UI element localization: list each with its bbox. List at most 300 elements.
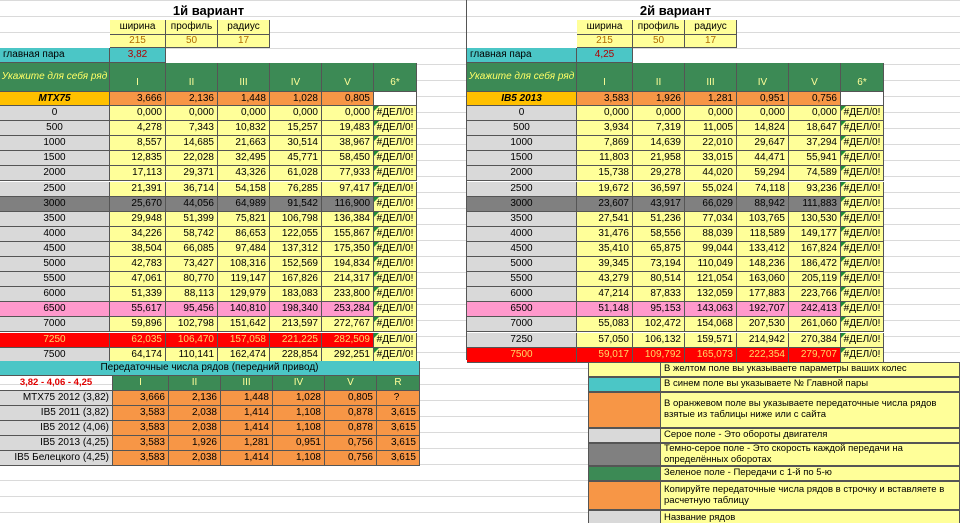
error-marker-icon — [841, 136, 846, 141]
variant1-title: 1й вариант — [172, 2, 245, 18]
ratios-value[interactable]: 3,583 — [113, 451, 169, 466]
variant1-error-cell: #ДЕЛ/0! — [374, 212, 417, 227]
variant1-speed-cell: 45,771 — [270, 151, 322, 166]
ratios-value[interactable]: 2,038 — [169, 421, 221, 436]
legend-item — [588, 481, 960, 510]
variant1-rpm-cell: 7250 — [0, 333, 110, 348]
variant2-error-cell: #ДЕЛ/0! — [841, 257, 884, 272]
variant2-speed-cell: 132,059 — [685, 287, 737, 302]
variant2-speed-cell: 14,639 — [633, 136, 685, 151]
variant1-speed-cell: 75,821 — [218, 212, 270, 227]
variant1-speed-cell: 167,826 — [270, 272, 322, 287]
variant1-speed-cell: 8,557 — [110, 136, 166, 151]
ratios-value[interactable]: 0,951 — [273, 436, 325, 451]
variant2-speed-cell: 148,236 — [737, 257, 789, 272]
ratios-pairs-label: 3,82 - 4,06 - 4,25 — [0, 376, 113, 391]
variant2-speed-cell: 159,571 — [685, 333, 737, 348]
variant1-speed-cell: 15,257 — [270, 121, 322, 136]
variant1-speed-cell: 194,834 — [322, 257, 374, 272]
variant1-speed-cell: 25,670 — [110, 197, 166, 212]
ratios-value[interactable]: 0,756 — [325, 436, 377, 451]
legend-swatch — [589, 511, 661, 523]
variant2-speed-cell: 65,875 — [633, 242, 685, 257]
legend-swatch — [589, 482, 661, 509]
variant2-rpm-cell: 1000 — [467, 136, 577, 151]
block-divider — [466, 0, 467, 360]
variant2-rpm-cell: 1500 — [467, 151, 577, 166]
variant1-speed-cell: 95,456 — [166, 302, 218, 317]
variant2-speed-cell: 103,765 — [737, 212, 789, 227]
variant1-speed-cell: 116,900 — [322, 197, 374, 212]
ratios-value[interactable]: 3,583 — [113, 436, 169, 451]
variant2-speed-cell: 15,738 — [577, 166, 633, 181]
variant2-speed-cell: 11,803 — [577, 151, 633, 166]
ratios-row-name: MTX75 2012 (3,82) — [0, 391, 113, 406]
variant2-speed-cell: 43,279 — [577, 272, 633, 287]
variant1-speed-cell: 122,055 — [270, 227, 322, 242]
variant1-speed-cell: 64,989 — [218, 197, 270, 212]
variant1-error-cell: #ДЕЛ/0! — [374, 166, 417, 181]
error-marker-icon — [841, 302, 846, 307]
ratios-value[interactable]: 3,615 — [377, 436, 420, 451]
variant2-speed-cell: 73,194 — [633, 257, 685, 272]
variant1-speed-cell: 38,967 — [322, 136, 374, 151]
legend-text: Темно-серое поле - Это скорость каждой передачи на определённых оборотах — [661, 444, 959, 465]
variant2-param-input[interactable]: 50 — [633, 35, 685, 48]
variant2-speed-cell: 19,672 — [577, 182, 633, 197]
variant1-gear-header: IV — [270, 63, 322, 92]
variant1-speed-cell: 0,000 — [218, 106, 270, 121]
variant1-speed-cell: 58,450 — [322, 151, 374, 166]
variant1-speed-cell: 97,417 — [322, 182, 374, 197]
ratios-value[interactable]: 1,281 — [221, 436, 273, 451]
error-marker-icon — [841, 257, 846, 262]
variant2-speed-cell: 33,015 — [685, 151, 737, 166]
variant1-rpm-cell: 5500 — [0, 272, 110, 287]
variant2-speed-cell: 77,034 — [685, 212, 737, 227]
variant1-speed-cell: 66,085 — [166, 242, 218, 257]
variant1-param-input[interactable]: 215 — [110, 35, 166, 48]
variant1-error-cell: #ДЕЛ/0! — [374, 272, 417, 287]
variant2-speed-cell: 93,236 — [789, 182, 841, 197]
variant1-box-ratio-input[interactable]: 1,448 — [218, 92, 270, 106]
error-marker-icon — [841, 212, 846, 217]
variant2-error-cell: #ДЕЛ/0! — [841, 242, 884, 257]
variant2-speed-cell: 279,707 — [789, 348, 841, 363]
variant1-speed-cell: 282,509 — [322, 333, 374, 348]
error-marker-icon — [374, 317, 379, 322]
variant2-error-cell: #ДЕЛ/0! — [841, 166, 884, 181]
variant2-speed-cell: 51,148 — [577, 302, 633, 317]
variant1-param-label: ширина — [110, 20, 166, 35]
variant2-speed-cell: 27,541 — [577, 212, 633, 227]
variant2-speed-cell: 44,020 — [685, 166, 737, 181]
variant2-box-ratio-input[interactable] — [841, 92, 884, 106]
ratios-value[interactable]: 0,805 — [325, 391, 377, 406]
variant1-speed-cell: 12,835 — [110, 151, 166, 166]
variant2-gear-header: IV — [737, 63, 789, 92]
variant2-rpm-cell: 7500 — [467, 348, 577, 363]
ratios-value[interactable]: 3,583 — [113, 421, 169, 436]
variant2-error-cell: #ДЕЛ/0! — [841, 302, 884, 317]
variant1-error-cell: #ДЕЛ/0! — [374, 348, 417, 363]
variant2-speed-cell: 88,942 — [737, 197, 789, 212]
variant2-speed-cell: 130,530 — [789, 212, 841, 227]
variant2-speed-cell: 35,410 — [577, 242, 633, 257]
variant1-error-cell: #ДЕЛ/0! — [374, 121, 417, 136]
error-marker-icon — [841, 166, 846, 171]
variant2-speed-cell: 167,824 — [789, 242, 841, 257]
variant1-rpm-cell: 500 — [0, 121, 110, 136]
variant2-speed-cell: 59,294 — [737, 166, 789, 181]
variant2-error-cell: #ДЕЛ/0! — [841, 151, 884, 166]
legend-text: Название рядов — [661, 511, 959, 523]
ratios-value[interactable]: 0,756 — [325, 451, 377, 466]
legend-item — [588, 466, 960, 481]
variant2-title: 2й вариант — [639, 2, 712, 18]
variant1-speed-cell: 59,896 — [110, 317, 166, 332]
ratios-row-name: IB5 2013 (4,25) — [0, 436, 113, 451]
ratios-header: I — [113, 376, 169, 391]
variant2-speed-cell: 74,118 — [737, 182, 789, 197]
variant2-speed-cell: 7,869 — [577, 136, 633, 151]
legend-swatch — [589, 378, 661, 391]
variant2-param-label: ширина — [577, 20, 633, 35]
variant1-box-ratio-input[interactable] — [374, 92, 417, 106]
variant2-rpm-cell: 0 — [467, 106, 577, 121]
variant1-speed-cell: 152,569 — [270, 257, 322, 272]
legend-text: В желтом поле вы указываете параметры ваших колес — [661, 363, 959, 376]
error-marker-icon — [841, 333, 846, 338]
error-marker-icon — [841, 121, 846, 126]
variant2-error-cell: #ДЕЛ/0! — [841, 333, 884, 348]
variant1-speed-cell: 137,312 — [270, 242, 322, 257]
variant1-gear-header: III — [218, 63, 270, 92]
legend-swatch — [589, 429, 661, 442]
variant1-speed-cell: 292,251 — [322, 348, 374, 363]
variant1-speed-cell: 253,284 — [322, 302, 374, 317]
ratios-row-name: IB5 2012 (4,06) — [0, 421, 113, 436]
variant2-speed-cell: 39,345 — [577, 257, 633, 272]
variant1-error-cell: #ДЕЛ/0! — [374, 136, 417, 151]
legend-text: В оранжевом поле вы указываете передаточные числа рядов взятые из таблицы ниже или с сайта — [661, 393, 959, 427]
variant1-speed-cell: 55,617 — [110, 302, 166, 317]
variant2-speed-cell: 163,060 — [737, 272, 789, 287]
legend-swatch — [589, 363, 661, 376]
error-marker-icon — [841, 182, 846, 187]
error-marker-icon — [841, 287, 846, 292]
variant2-speed-cell: 109,792 — [633, 348, 685, 363]
variant2-speed-cell: 55,024 — [685, 182, 737, 197]
variant1-speed-cell: 29,371 — [166, 166, 218, 181]
variant1-speed-cell: 233,800 — [322, 287, 374, 302]
variant1-speed-cell: 97,484 — [218, 242, 270, 257]
variant2-speed-cell: 74,589 — [789, 166, 841, 181]
variant1-speed-cell: 38,504 — [110, 242, 166, 257]
variant1-box-ratio-input[interactable]: 1,028 — [270, 92, 322, 106]
variant2-speed-cell: 261,060 — [789, 317, 841, 332]
variant1-speed-cell: 21,663 — [218, 136, 270, 151]
variant1-speed-cell: 129,979 — [218, 287, 270, 302]
variant1-speed-cell: 106,470 — [166, 333, 218, 348]
variant2-speed-cell: 7,319 — [633, 121, 685, 136]
variant2-speed-cell: 214,942 — [737, 333, 789, 348]
variant1-speed-cell: 80,770 — [166, 272, 218, 287]
error-marker-icon — [841, 242, 846, 247]
variant1-rpm-cell: 1500 — [0, 151, 110, 166]
ratios-value[interactable]: 1,414 — [221, 451, 273, 466]
variant2-speed-cell: 55,941 — [789, 151, 841, 166]
legend-item — [588, 510, 960, 523]
ratios-value[interactable]: 2,038 — [169, 406, 221, 421]
error-marker-icon — [374, 106, 379, 111]
variant1-rpm-cell: 3000 — [0, 197, 110, 212]
variant1-speed-cell: 14,685 — [166, 136, 218, 151]
variant2-param-input[interactable]: 215 — [577, 35, 633, 48]
variant2-rpm-cell: 7250 — [467, 333, 577, 348]
ratios-value[interactable]: 2,038 — [169, 451, 221, 466]
variant1-speed-cell: 22,028 — [166, 151, 218, 166]
variant2-box-ratio-input[interactable]: 0,756 — [789, 92, 841, 106]
variant2-error-cell: #ДЕЛ/0! — [841, 136, 884, 151]
variant1-speed-cell: 91,542 — [270, 197, 322, 212]
ratios-value[interactable]: 0,878 — [325, 406, 377, 421]
variant1-speed-cell: 108,316 — [218, 257, 270, 272]
variant1-speed-cell: 119,147 — [218, 272, 270, 287]
error-marker-icon — [841, 106, 846, 111]
ratios-value[interactable]: 1,448 — [221, 391, 273, 406]
variant1-speed-cell: 0,000 — [270, 106, 322, 121]
variant2-error-cell: #ДЕЛ/0! — [841, 317, 884, 332]
variant2-speed-cell: 118,589 — [737, 227, 789, 242]
variant1-gear-header: 6* — [374, 63, 417, 92]
variant2-speed-cell: 18,647 — [789, 121, 841, 136]
variant2-gear-header: III — [685, 63, 737, 92]
variant2-speed-cell: 51,236 — [633, 212, 685, 227]
ratios-value[interactable]: 1,108 — [273, 421, 325, 436]
variant2-error-cell: #ДЕЛ/0! — [841, 348, 884, 363]
variant1-gear-header-label: Укажите для себя ряд — [0, 63, 110, 92]
variant1-speed-cell: 61,028 — [270, 166, 322, 181]
ratios-header: R — [377, 376, 420, 391]
variant1-rpm-cell: 1000 — [0, 136, 110, 151]
legend-swatch — [589, 467, 661, 480]
ratios-value[interactable]: 3,615 — [377, 406, 420, 421]
variant2-speed-cell: 43,917 — [633, 197, 685, 212]
ratios-header: V — [325, 376, 377, 391]
legend-item — [588, 377, 960, 392]
variant2-rpm-cell: 2500 — [467, 182, 577, 197]
ratios-value[interactable]: 1,926 — [169, 436, 221, 451]
variant1-rpm-cell: 4000 — [0, 227, 110, 242]
variant2-speed-cell: 37,294 — [789, 136, 841, 151]
ratios-value[interactable]: 1,414 — [221, 406, 273, 421]
variant2-rpm-cell: 5500 — [467, 272, 577, 287]
variant2-param-input[interactable]: 17 — [685, 35, 737, 48]
variant2-speed-cell: 186,472 — [789, 257, 841, 272]
variant2-speed-cell: 242,413 — [789, 302, 841, 317]
variant2-speed-cell: 143,063 — [685, 302, 737, 317]
variant2-box-ratio-input[interactable]: 0,951 — [737, 92, 789, 106]
variant1-speed-cell: 162,474 — [218, 348, 270, 363]
variant2-error-cell: #ДЕЛ/0! — [841, 182, 884, 197]
legend-item — [588, 362, 960, 377]
variant1-speed-cell: 29,948 — [110, 212, 166, 227]
variant2-param-label: профиль — [633, 20, 685, 35]
ratios-header: IV — [273, 376, 325, 391]
variant1-box-ratio-input[interactable]: 3,666 — [110, 92, 166, 106]
variant1-speed-cell: 54,158 — [218, 182, 270, 197]
error-marker-icon — [841, 227, 846, 232]
ratios-row-name: IB5 2011 (3,82) — [0, 406, 113, 421]
variant1-speed-cell: 0,000 — [322, 106, 374, 121]
variant1-speed-cell: 272,767 — [322, 317, 374, 332]
variant1-box-name: MTX75 — [0, 92, 110, 106]
variant2-gear-header: II — [633, 63, 685, 92]
variant2-speed-cell: 165,073 — [685, 348, 737, 363]
error-marker-icon — [374, 136, 379, 141]
variant2-speed-cell: 207,530 — [737, 317, 789, 332]
variant2-speed-cell: 99,044 — [685, 242, 737, 257]
variant2-speed-cell: 121,054 — [685, 272, 737, 287]
variant1-error-cell: #ДЕЛ/0! — [374, 317, 417, 332]
ratios-value[interactable]: ? — [377, 391, 420, 406]
ratios-value[interactable]: 1,108 — [273, 406, 325, 421]
variant1-speed-cell: 34,226 — [110, 227, 166, 242]
variant1-speed-cell: 88,113 — [166, 287, 218, 302]
variant2-speed-cell: 21,958 — [633, 151, 685, 166]
variant1-speed-cell: 198,340 — [270, 302, 322, 317]
legend-item — [588, 443, 960, 466]
legend-item — [588, 392, 960, 428]
variant2-gear-header: 6* — [841, 63, 884, 92]
variant1-speed-cell: 76,285 — [270, 182, 322, 197]
error-marker-icon — [841, 197, 846, 202]
variant2-speed-cell: 22,010 — [685, 136, 737, 151]
variant2-speed-cell: 205,119 — [789, 272, 841, 287]
variant2-speed-cell: 36,597 — [633, 182, 685, 197]
variant2-speed-cell: 133,412 — [737, 242, 789, 257]
variant1-error-cell: #ДЕЛ/0! — [374, 182, 417, 197]
variant2-speed-cell: 23,607 — [577, 197, 633, 212]
variant2-gear-header-label: Укажите для себя ряд — [467, 63, 577, 92]
error-marker-icon — [374, 348, 379, 353]
variant2-rpm-cell: 500 — [467, 121, 577, 136]
legend-swatch — [589, 444, 661, 465]
legend-text: Серое поле - Это обороты двигателя — [661, 429, 959, 442]
variant1-error-cell: #ДЕЛ/0! — [374, 197, 417, 212]
legend-text: В синем поле вы указываете № Главной пары — [661, 378, 959, 391]
variant2-box-ratio-input[interactable]: 1,281 — [685, 92, 737, 106]
ratios-value[interactable]: 3,615 — [377, 451, 420, 466]
ratios-header: III — [221, 376, 273, 391]
variant2-error-cell: #ДЕЛ/0! — [841, 272, 884, 287]
variant1-box-ratio-input[interactable]: 2,136 — [166, 92, 218, 106]
variant2-box-ratio-input[interactable]: 3,583 — [577, 92, 633, 106]
variant1-speed-cell: 62,035 — [110, 333, 166, 348]
variant1-speed-cell: 7,343 — [166, 121, 218, 136]
variant1-speed-cell: 51,399 — [166, 212, 218, 227]
variant2-main-pair-label: главная пара — [467, 48, 577, 63]
error-marker-icon — [374, 257, 379, 262]
variant2-speed-cell: 88,039 — [685, 227, 737, 242]
error-marker-icon — [841, 348, 846, 353]
variant1-gear-header: II — [166, 63, 218, 92]
variant1-speed-cell: 136,384 — [322, 212, 374, 227]
variant2-speed-cell: 0,000 — [737, 106, 789, 121]
variant2-rpm-cell: 5000 — [467, 257, 577, 272]
variant2-speed-cell: 47,214 — [577, 287, 633, 302]
ratios-value[interactable]: 1,028 — [273, 391, 325, 406]
variant2-speed-cell: 29,647 — [737, 136, 789, 151]
variant2-box-ratio-input[interactable]: 1,926 — [633, 92, 685, 106]
error-marker-icon — [374, 197, 379, 202]
ratios-value[interactable]: 1,414 — [221, 421, 273, 436]
variant2-speed-cell: 154,068 — [685, 317, 737, 332]
variant2-rpm-cell: 4000 — [467, 227, 577, 242]
variant2-error-cell: #ДЕЛ/0! — [841, 227, 884, 242]
variant1-speed-cell: 175,350 — [322, 242, 374, 257]
variant1-speed-cell: 214,317 — [322, 272, 374, 287]
variant2-rpm-cell: 3000 — [467, 197, 577, 212]
variant1-error-cell: #ДЕЛ/0! — [374, 106, 417, 121]
variant1-rpm-cell: 2500 — [0, 182, 110, 197]
error-marker-icon — [374, 302, 379, 307]
variant1-speed-cell: 10,832 — [218, 121, 270, 136]
error-marker-icon — [841, 151, 846, 156]
variant1-param-input[interactable]: 50 — [166, 35, 218, 48]
variant2-rpm-cell: 4500 — [467, 242, 577, 257]
ratios-value[interactable]: 2,136 — [169, 391, 221, 406]
variant1-error-cell: #ДЕЛ/0! — [374, 257, 417, 272]
variant1-speed-cell: 44,056 — [166, 197, 218, 212]
variant2-speed-cell: 223,766 — [789, 287, 841, 302]
variant1-rpm-cell: 7500 — [0, 348, 110, 363]
variant1-main-pair-input[interactable]: 3,82 — [110, 48, 166, 63]
ratios-value[interactable]: 0,878 — [325, 421, 377, 436]
variant1-speed-cell: 151,642 — [218, 317, 270, 332]
variant1-speed-cell: 110,141 — [166, 348, 218, 363]
variant1-box-ratio-input[interactable]: 0,805 — [322, 92, 374, 106]
variant2-rpm-cell: 7000 — [467, 317, 577, 332]
error-marker-icon — [374, 272, 379, 277]
variant1-param-label: профиль — [166, 20, 218, 35]
variant1-speed-cell: 30,514 — [270, 136, 322, 151]
variant2-rpm-cell: 6500 — [467, 302, 577, 317]
ratios-value[interactable]: 3,615 — [377, 421, 420, 436]
variant1-speed-cell: 4,278 — [110, 121, 166, 136]
variant2-rpm-cell: 6000 — [467, 287, 577, 302]
variant1-speed-cell: 47,061 — [110, 272, 166, 287]
ratios-value[interactable]: 1,108 — [273, 451, 325, 466]
variant2-speed-cell: 87,833 — [633, 287, 685, 302]
variant1-speed-cell: 0,000 — [110, 106, 166, 121]
variant2-error-cell: #ДЕЛ/0! — [841, 121, 884, 136]
variant1-param-input[interactable]: 17 — [218, 35, 270, 48]
variant2-main-pair-input[interactable]: 4,25 — [577, 48, 633, 63]
variant2-error-cell: #ДЕЛ/0! — [841, 197, 884, 212]
variant2-speed-cell: 14,824 — [737, 121, 789, 136]
variant1-rpm-cell: 2000 — [0, 166, 110, 181]
variant2-speed-cell: 0,000 — [577, 106, 633, 121]
variant1-speed-cell: 0,000 — [166, 106, 218, 121]
variant1-rpm-cell: 5000 — [0, 257, 110, 272]
variant1-speed-cell: 73,427 — [166, 257, 218, 272]
variant2-param-label: радиус — [685, 20, 737, 35]
variant1-speed-cell: 64,174 — [110, 348, 166, 363]
ratios-value[interactable]: 3,583 — [113, 406, 169, 421]
ratios-value[interactable]: 3,666 — [113, 391, 169, 406]
